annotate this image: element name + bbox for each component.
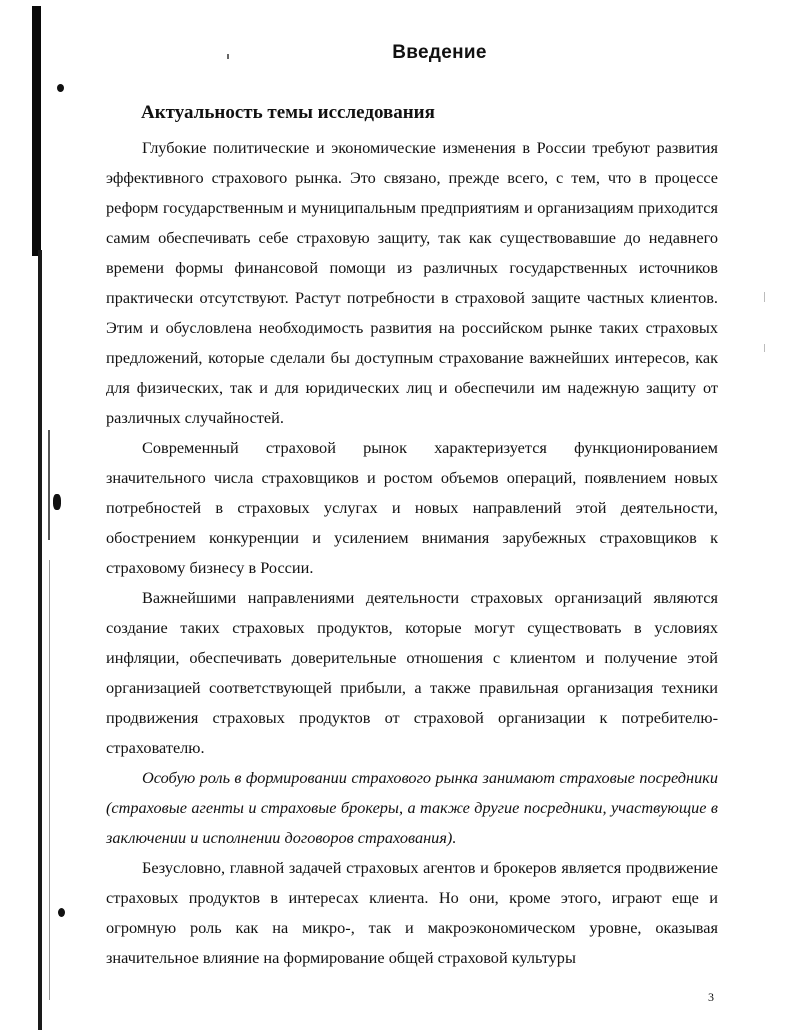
section-heading: Актуальность темы исследования	[141, 102, 435, 123]
binder-hole-mark	[53, 494, 61, 510]
scan-edge-artifact	[38, 250, 42, 1030]
scan-edge-artifact	[48, 430, 50, 540]
page-number: 3	[708, 990, 714, 1004]
binder-hole-mark	[57, 84, 64, 92]
paragraph: Безусловно, главной задачей страховых агентов и брокеров является продвижение страховых продуктов в интересах клиента. Но они, кроме этого, играют еще и огромную роль как на микро-, так и макроэкономическом уровне, оказывая значительное влияние на формирование общей страховой культуры	[106, 858, 718, 967]
scan-speck	[764, 292, 765, 302]
scan-edge-artifact	[49, 560, 50, 1000]
paragraph: Современный страховой рынок характеризуется функционированием значительного числа страховщиков и ростом объемов операций, появлением новых потребностей в страховых услугах и новых направлений этой деятельности, обострением конкуренции и усилением внимания зарубежных страховщиков к страховому бизнесу в России.	[106, 438, 718, 577]
page-title: Введение	[392, 42, 487, 63]
binder-hole-mark	[58, 908, 65, 917]
paragraph: Глубокие политические и экономические изменения в России требуют развития эффективного страхового рынка. Это связано, прежде всего, с тем, что в процессе реформ государственным и муниципальным предприятиям и организациям приходится самим обеспечивать себе страховую защиту, так как существовавшие до недавнего времени формы финансовой помощи из различных государственных источников практически отсутствуют. Растут потребности в страховой защите частных клиентов. Этим и обусловлена необходимость развития на российском рынке таких страховых предложений, которые сделали бы доступным страхование важнейших интересов, как для физических, так и для юридических лиц и обеспечили им надежную защиту от различных случайностей.	[106, 138, 718, 427]
body-text	[106, 133, 718, 973]
scan-speck	[764, 344, 765, 352]
paragraph: Важнейшими направлениями деятельности страховых организаций являются создание таких страховых продуктов, которые могут существовать в условиях инфляции, обеспечивать доверительные отношения с клиентом и получение этой организацией соответствующей прибыли, а также правильная организация техники продвижения страховых продуктов от страховой организации к потребителю-страхователю.	[106, 588, 718, 757]
paragraph-italic: Особую роль в формировании страхового рынка занимают страховые посредники (страховые агенты и страховые брокеры, а также другие посредники, участвующие в заключении и исполнении договоров страхования).	[106, 768, 718, 847]
